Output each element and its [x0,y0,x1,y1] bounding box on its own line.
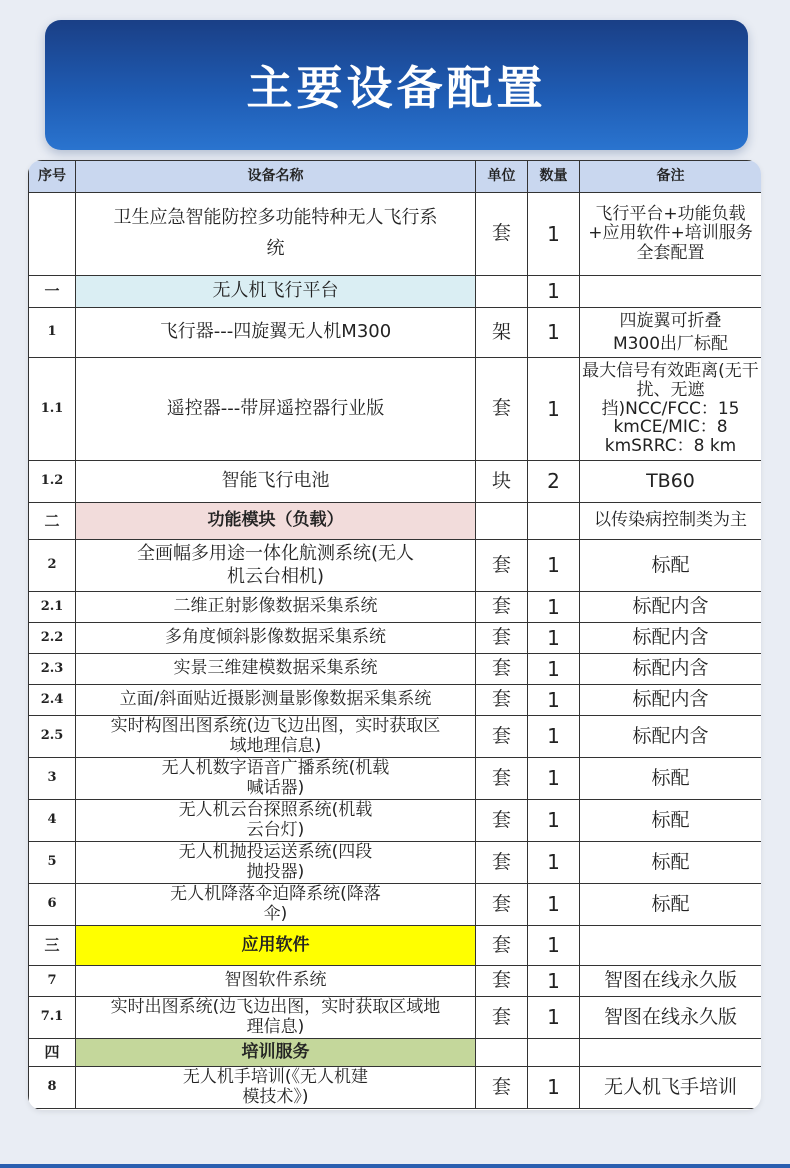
row-number: 2.3 [29,654,76,685]
unit-cell: 套 [476,997,528,1039]
table-row [29,358,762,461]
row-number: 四 [29,1039,76,1067]
table-row [29,193,762,276]
row-number: 7 [29,966,76,997]
unit-cell: 套 [476,358,528,461]
remark-cell: 最大信号有效距离(无干扰、无遮挡)NCC/FCC：15 kmCE/MIC：8 kmSRRC：8 km [580,358,762,461]
unit-cell: 套 [476,654,528,685]
quantity-cell: 1 [528,540,580,592]
equipment-name: 功能模块（负载） [76,503,476,540]
quantity-cell: 1 [528,997,580,1039]
unit-cell: 套 [476,540,528,592]
unit-cell: 块 [476,461,528,503]
equipment-name: 二维正射影像数据采集系统 [76,592,476,623]
equipment-name: 智图软件系统 [76,966,476,997]
unit-cell: 架 [476,308,528,358]
equipment-name: 实时构图出图系统(边飞边出图，实时获取区域地理信息) [76,716,476,758]
unit-cell [476,1039,528,1067]
row-number: 1.2 [29,461,76,503]
equipment-name: 应用软件 [76,926,476,966]
quantity-cell: 2 [528,461,580,503]
equipment-name: 无人机降落伞迫降系统(降落伞) [76,884,476,926]
page-title: 主要设备配置 [246,61,547,115]
quantity-cell [528,1039,580,1067]
bottom-accent-bar [0,1164,790,1168]
remark-cell: 标配 [580,800,762,842]
title-banner [45,20,748,150]
equipment-name: 全画幅多用途一体化航测系统(无人机云台相机) [76,540,476,592]
equipment-name: 智能飞行电池 [76,461,476,503]
table-row [29,276,762,308]
remark-cell: 智图在线永久版 [580,997,762,1039]
header-unit: 单位 [476,161,528,193]
row-number: 6 [29,884,76,926]
table-row [29,997,762,1039]
unit-cell: 套 [476,193,528,276]
row-number: 7.1 [29,997,76,1039]
quantity-cell: 1 [528,193,580,276]
table-row [29,884,762,926]
header-remark: 备注 [580,161,762,193]
remark-cell [580,276,762,308]
table-row [29,800,762,842]
remark-cell: 标配 [580,884,762,926]
table-row [29,716,762,758]
remark-cell: 标配内含 [580,716,762,758]
remark-cell: 标配内含 [580,654,762,685]
row-number: 一 [29,276,76,308]
row-number: 4 [29,800,76,842]
equipment-name: 实时出图系统(边飞边出图，实时获取区域地理信息) [76,997,476,1039]
table-row [29,308,762,358]
remark-cell: 标配 [580,540,762,592]
quantity-cell: 1 [528,623,580,654]
quantity-cell: 1 [528,685,580,716]
row-number: 2.4 [29,685,76,716]
remark-cell: 飞行平台+功能负载+应用软件+培训服务全套配置 [580,193,762,276]
table-header-row [29,161,762,193]
unit-cell: 套 [476,800,528,842]
remark-cell: 标配 [580,758,762,800]
unit-cell: 套 [476,685,528,716]
table-row [29,623,762,654]
remark-cell: 无人机飞手培训 [580,1067,762,1109]
equipment-table [28,160,761,1109]
quantity-cell [528,503,580,540]
quantity-cell: 1 [528,966,580,997]
equipment-name: 无人机手培训(《无人机建模技术》) [76,1067,476,1109]
table-row [29,758,762,800]
quantity-cell: 1 [528,592,580,623]
quantity-cell: 1 [528,716,580,758]
row-number: 1 [29,308,76,358]
remark-cell: TB60 [580,461,762,503]
row-number: 二 [29,503,76,540]
table-row [29,842,762,884]
quantity-cell: 1 [528,758,580,800]
quantity-cell: 1 [528,358,580,461]
equipment-name: 多角度倾斜影像数据采集系统 [76,623,476,654]
table-row [29,1039,762,1067]
remark-cell [580,1039,762,1067]
row-number: 5 [29,842,76,884]
quantity-cell: 1 [528,926,580,966]
equipment-name: 立面/斜面贴近摄影测量影像数据采集系统 [76,685,476,716]
quantity-cell: 1 [528,654,580,685]
remark-cell: 四旋翼可折叠M300出厂标配 [580,308,762,358]
table-row [29,926,762,966]
row-number: 1.1 [29,358,76,461]
row-number: 2 [29,540,76,592]
table-row [29,966,762,997]
unit-cell: 套 [476,1067,528,1109]
row-number [29,193,76,276]
unit-cell: 套 [476,758,528,800]
table-row [29,461,762,503]
quantity-cell: 1 [528,1067,580,1109]
header-no: 序号 [29,161,76,193]
equipment-name: 无人机飞行平台 [76,276,476,308]
table-row [29,685,762,716]
equipment-name: 实景三维建模数据采集系统 [76,654,476,685]
unit-cell: 套 [476,966,528,997]
table-row [29,654,762,685]
table-row [29,1067,762,1109]
equipment-name: 无人机云台探照系统(机载云台灯) [76,800,476,842]
equipment-table-card [28,160,761,1110]
remark-cell [580,926,762,966]
header-qty: 数量 [528,161,580,193]
remark-cell: 标配内含 [580,685,762,716]
quantity-cell: 1 [528,308,580,358]
table-row [29,592,762,623]
equipment-name: 遥控器---带屏遥控器行业版 [76,358,476,461]
row-number: 三 [29,926,76,966]
equipment-name: 卫生应急智能防控多功能特种无人飞行系统 [76,193,476,276]
unit-cell: 套 [476,716,528,758]
remark-cell: 标配内含 [580,623,762,654]
row-number: 2.5 [29,716,76,758]
quantity-cell: 1 [528,276,580,308]
quantity-cell: 1 [528,800,580,842]
row-number: 2.1 [29,592,76,623]
unit-cell [476,276,528,308]
unit-cell [476,503,528,540]
row-number: 3 [29,758,76,800]
unit-cell: 套 [476,842,528,884]
table-row [29,503,762,540]
row-number: 2.2 [29,623,76,654]
equipment-name: 培训服务 [76,1039,476,1067]
equipment-name: 飞行器---四旋翼无人机M300 [76,308,476,358]
remark-cell: 智图在线永久版 [580,966,762,997]
equipment-name: 无人机抛投运送系统(四段抛投器) [76,842,476,884]
unit-cell: 套 [476,623,528,654]
header-name: 设备名称 [76,161,476,193]
row-number: 8 [29,1067,76,1109]
quantity-cell: 1 [528,842,580,884]
unit-cell: 套 [476,926,528,966]
unit-cell: 套 [476,884,528,926]
quantity-cell: 1 [528,884,580,926]
remark-cell: 标配 [580,842,762,884]
remark-cell: 以传染病控制类为主 [580,503,762,540]
table-row [29,540,762,592]
remark-cell: 标配内含 [580,592,762,623]
unit-cell: 套 [476,592,528,623]
equipment-name: 无人机数字语音广播系统(机载喊话器) [76,758,476,800]
